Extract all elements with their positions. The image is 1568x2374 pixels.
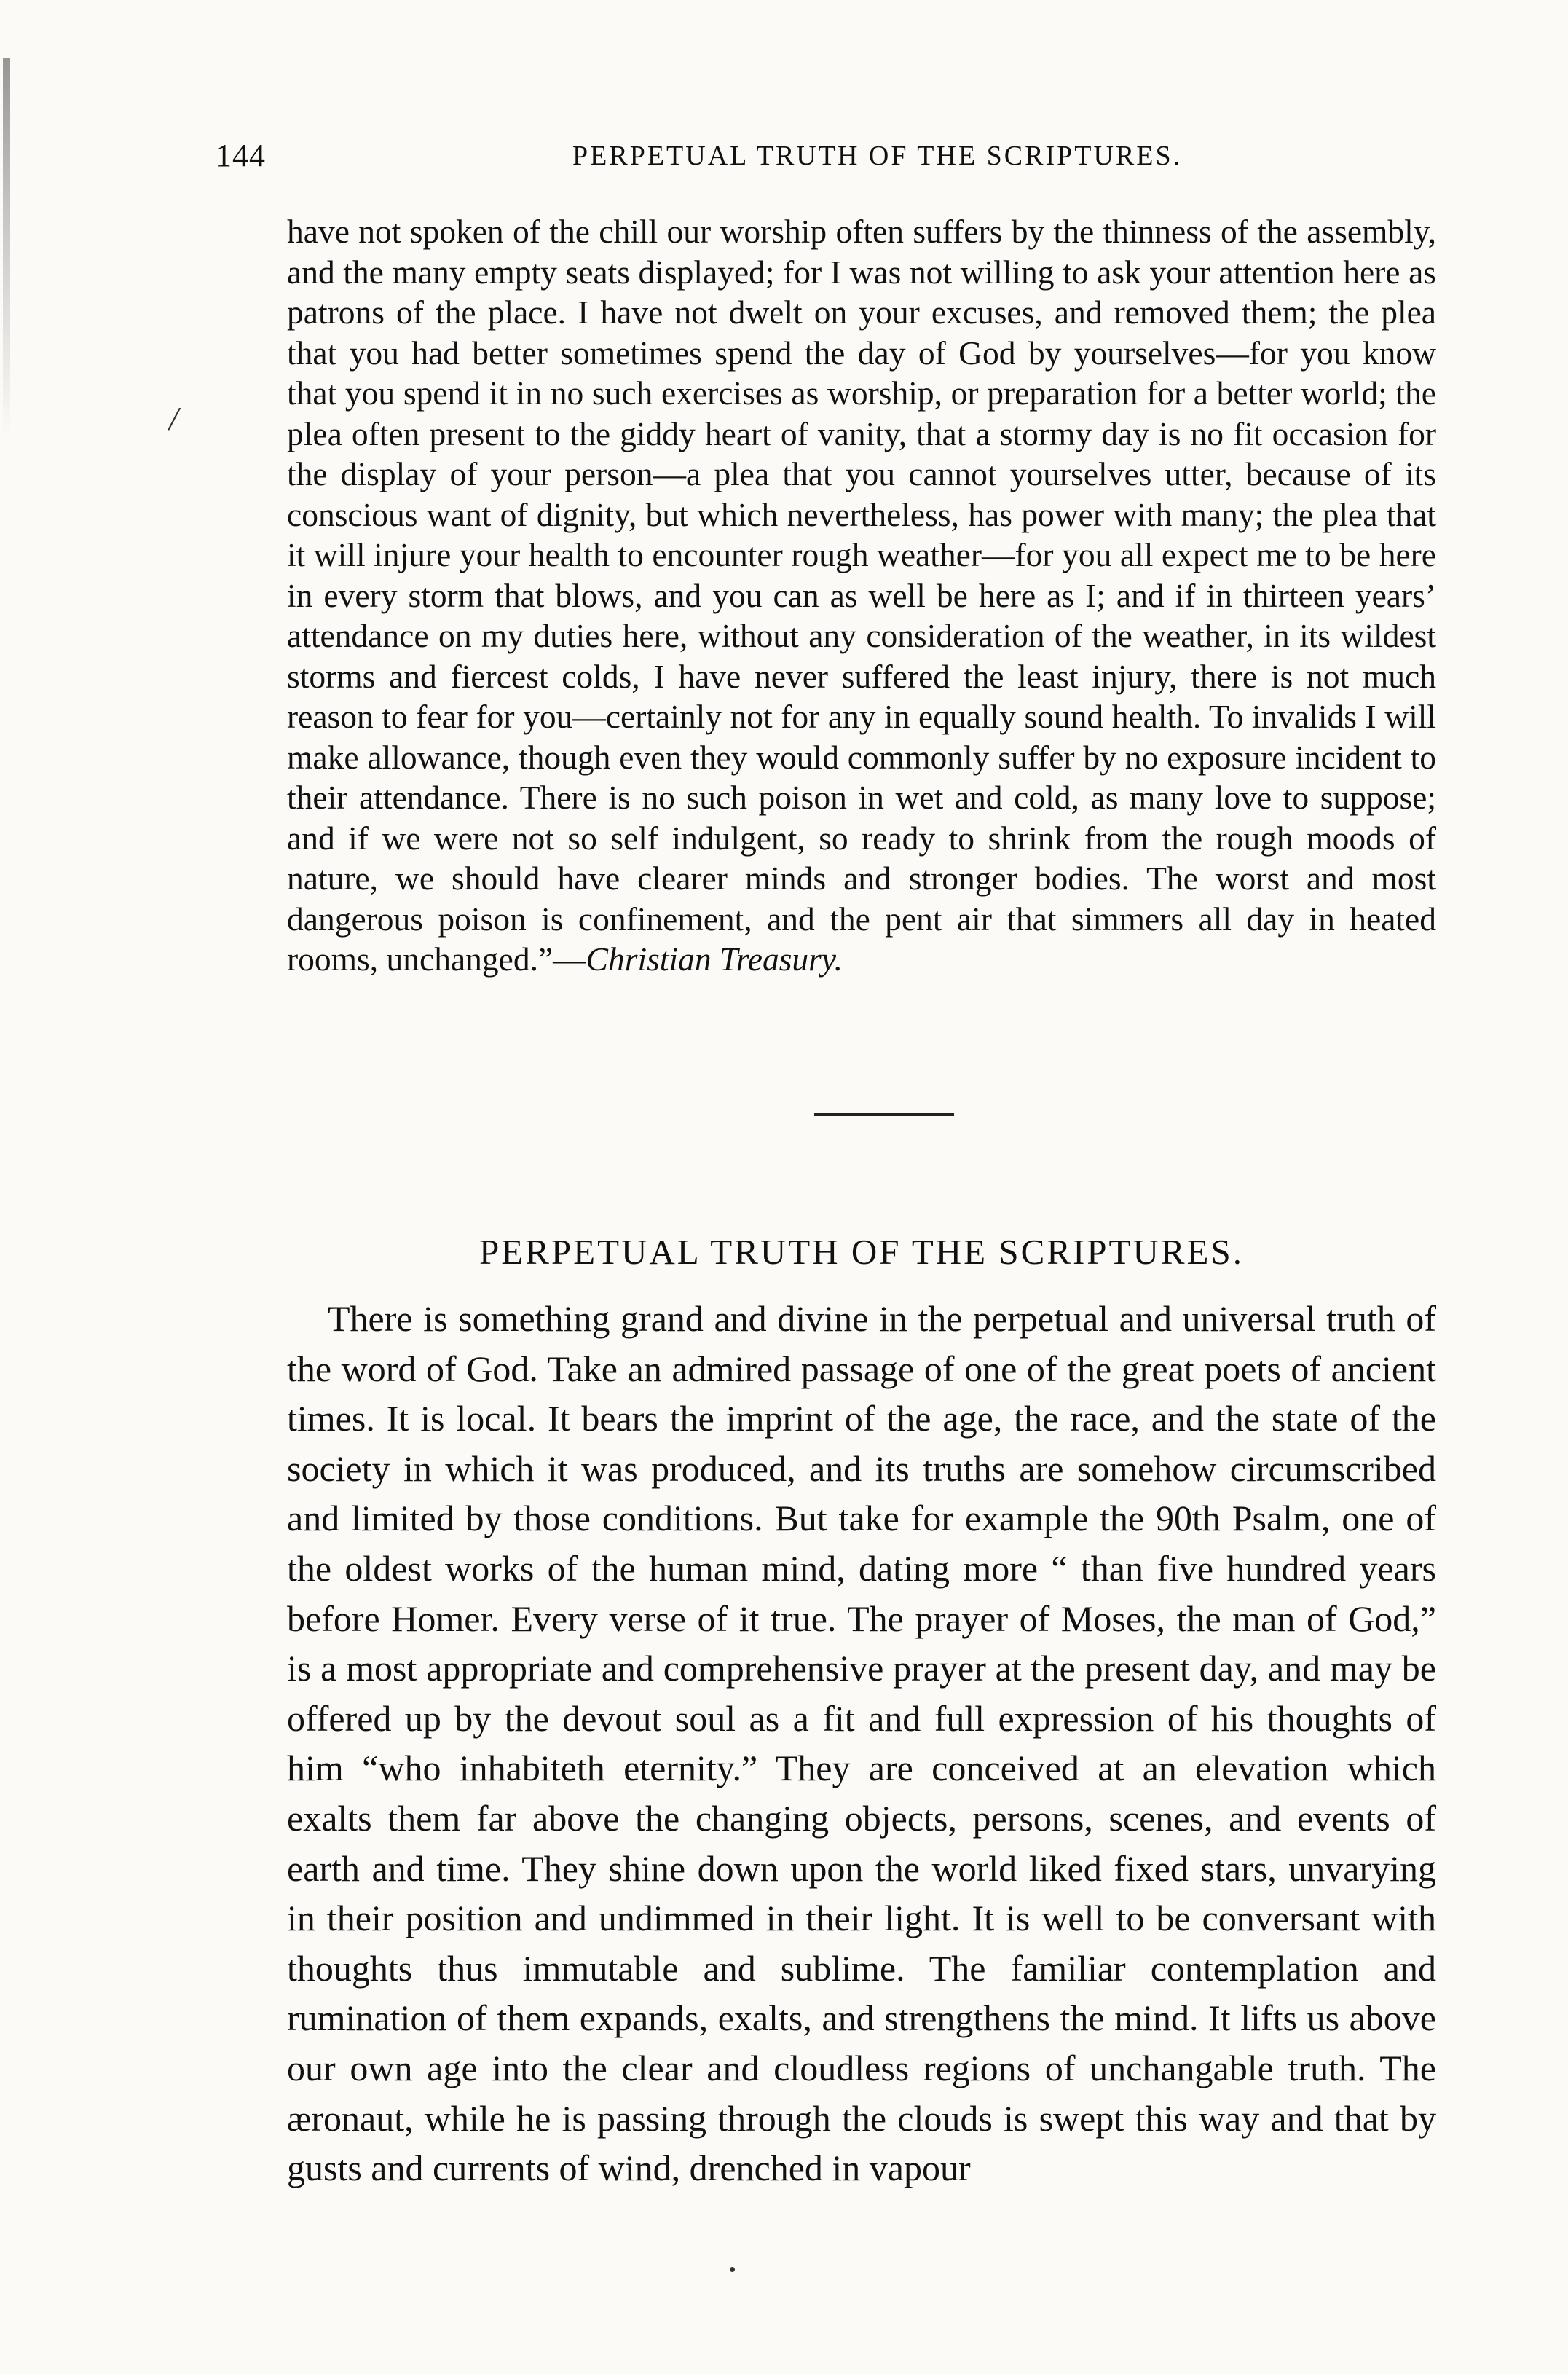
page-number: 144 bbox=[216, 138, 266, 173]
running-head bbox=[216, 137, 1277, 188]
binding-edge-shadow bbox=[3, 58, 10, 437]
margin-pencil-mark: / bbox=[169, 400, 178, 437]
previous-article-text: have not spoken of the chill our worship often suffers by the thinness of the assembly, and the many empty seats displayed; for I was not willing to ask your attention here as patrons of the place. I have not dwelt on your excuses, and removed them; the plea that you had better sometimes spend the day of God by yourselves—for you know that you spend it in no such exercises as worship, or preparation for a better world; the plea often present to the giddy heart of vanity, that a stormy day is no fit occasion for the display of your person—a plea that you cannot yourselves utter, because of its conscious want of dignity, but which nevertheless, has power with many; the plea that it will injure your health to encounter rough weather—for you all expect me to be here in every storm that blows, and you can as well be here as I; and if in thirteen years’ attendance on my duties here, without any consideration of the weather, in its wildest storms and fiercest colds, I have never suffered the least injury, there is not much reason to fear for you—certainly not for any in equally sound health. To invalids I will make allowance, though even they would commonly suffer by no exposure incident to their attendance. There is no such poison in wet and cold, as many love to suppose; and if we were not so self indulgent, so ready to shrink from the rough moods of nature, we should have clearer minds and stronger bodies. The worst and most dangerous poison is confinement, and the pent air that simmers all day in heated rooms, unchanged.”— bbox=[287, 213, 1436, 978]
article-body bbox=[287, 1294, 1436, 2193]
section-title: PERPETUAL TRUTH OF THE SCRIPTURES. bbox=[479, 1232, 1244, 1272]
footer-dot bbox=[730, 2267, 735, 2272]
section-divider bbox=[814, 1113, 954, 1116]
previous-article-paragraph bbox=[287, 211, 1436, 980]
article-paragraph: There is something grand and divine in the perpetual and universal truth of the word of God. Take an admired passage of one of the great poets of ancient times. It is local. It bears the imprint of the age, the race, and the state of the society in which it was produced, and its truths are somehow circumscribed and limited by those conditions. But take for example the 90th Psalm, one of the oldest works of the human mind, dating more “ than five hundred years before Homer. Every verse of it true. The prayer of Moses, the man of God,” is a most appropriate and comprehensive prayer at the present day, and may be offered up by the devout soul as a fit and full expression of his thoughts of him “who inhabiteth eternity.” They are conceived at an elevation which exalts them far above the changing objects, persons, scenes, and events of earth and time. They shine down upon the world liked fixed stars, unvarying in their position and undimmed in their light. It is well to be conversant with thoughts thus immutable and sublime. The familiar contemplation and rumination of them expands, exalts, and strengthens the mind. It lifts us above our own age into the clear and cloudless regions of unchangable truth. The æronaut, while he is passing through the clouds is swept this way and that by gusts and currents of wind, drenched in vapour bbox=[287, 1298, 1436, 2189]
previous-article-continuation bbox=[287, 211, 1436, 980]
running-title: PERPETUAL TRUTH OF THE SCRIPTURES. bbox=[572, 141, 1183, 171]
source-citation: Christian Treasury. bbox=[586, 940, 843, 978]
